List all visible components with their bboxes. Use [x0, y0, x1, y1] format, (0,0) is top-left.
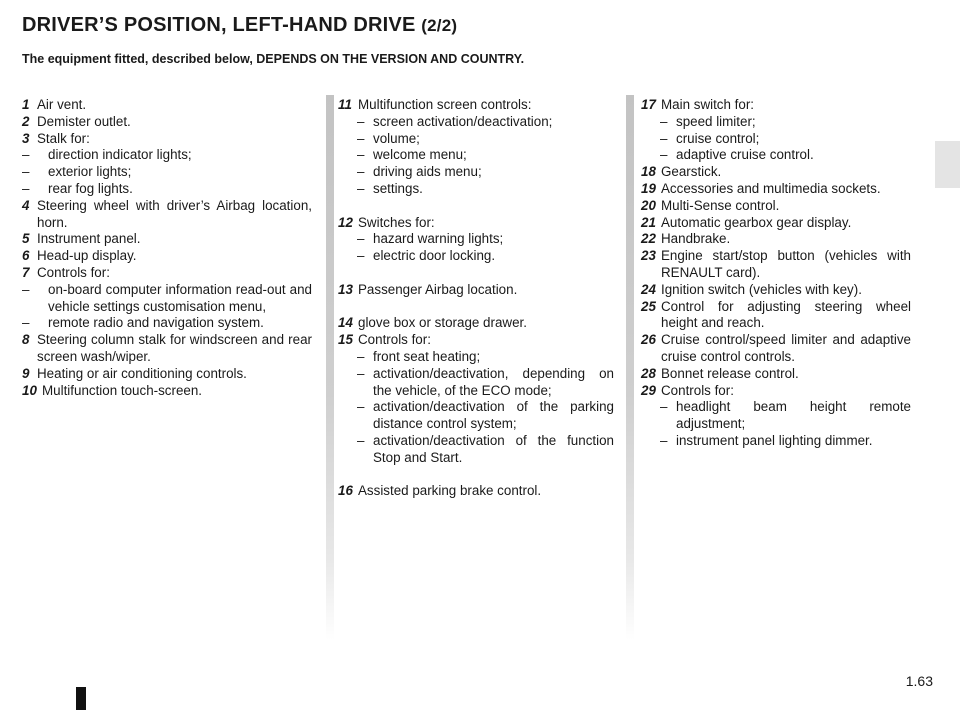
legend-item-24 [641, 282, 911, 299]
legend-text: Controls for: [37, 264, 110, 280]
legend-text: Head-up display. [37, 248, 137, 264]
legend-number: 19 [641, 180, 656, 196]
legend-text: Main switch for: [661, 97, 755, 112]
legend-text: Steering wheel with driver’s Airbag location, horn. [37, 197, 312, 230]
dash-bullet: – [22, 315, 30, 331]
legend-subitem [656, 114, 911, 131]
legend-subitem-text: exterior lights; [48, 164, 132, 180]
legend-text: Ignition switch (vehicles with key). [661, 281, 862, 297]
legend-subitem-text: hazard warning lights; [373, 231, 504, 247]
column-divider-left [326, 95, 334, 640]
legend-text: Air vent. [37, 97, 87, 112]
legend-item-9 [22, 366, 312, 383]
legend-subitem [353, 181, 614, 198]
legend-number: 25 [641, 298, 656, 314]
dash-bullet: – [357, 113, 365, 129]
legend-item-6 [22, 248, 312, 265]
page-title-suffix: (2/2) [421, 16, 458, 35]
legend-number: 7 [22, 264, 30, 280]
legend-subitem-text: headlight beam height remote adjustment; [676, 399, 911, 432]
legend-text: Automatic gearbox gear display. [661, 214, 852, 230]
legend-number: 29 [641, 382, 656, 398]
legend-number: 15 [338, 332, 353, 348]
legend-subitem [22, 147, 312, 164]
legend-number: 18 [641, 164, 656, 180]
section-tab-marker [935, 141, 960, 188]
legend-item-13 [338, 282, 614, 299]
legend-number: 3 [22, 130, 30, 146]
dash-bullet: – [660, 113, 668, 129]
legend-subitem-text: rear fog lights. [48, 180, 133, 196]
legend-number: 14 [338, 315, 353, 331]
legend-item-14 [338, 315, 614, 332]
legend-item-12 [338, 215, 614, 265]
legend-item-4 [22, 198, 312, 232]
legend-subitem-text: electric door locking. [373, 248, 496, 264]
dash-bullet: – [357, 180, 365, 196]
legend-item-28 [641, 366, 911, 383]
legend-subitem [353, 248, 614, 265]
legend-number: 4 [22, 197, 30, 213]
legend-number: 12 [338, 214, 353, 230]
legend-subitem [22, 181, 312, 198]
legend-item-8 [22, 332, 312, 366]
legend-text: Control for adjusting steering wheel height and reach. [661, 298, 911, 331]
dash-bullet: – [357, 231, 365, 247]
legend-number: 10 [22, 382, 37, 398]
dash-bullet: – [660, 399, 668, 415]
legend-number: 8 [22, 332, 30, 348]
legend-text: Heating or air conditioning controls. [37, 365, 247, 381]
legend-subitem-text: cruise control; [676, 130, 760, 146]
dash-bullet: – [22, 281, 30, 297]
legend-text: Handbrake. [661, 231, 731, 247]
legend-item-21 [641, 215, 911, 232]
legend-subitem-text: speed limiter; [676, 113, 756, 129]
legend-item-11 [338, 97, 614, 198]
dash-bullet: – [357, 432, 365, 448]
legend-subitem-text: activation/deactivation of the function Stop and Start. [373, 432, 614, 465]
legend-text: Engine start/stop button (vehicles with RENAULT card). [661, 248, 911, 280]
legend-text: Passenger Airbag location. [358, 281, 518, 297]
legend-subitem [353, 114, 614, 131]
legend-number: 2 [22, 113, 30, 129]
legend-subitem-text: instrument panel lighting dimmer. [676, 432, 873, 448]
legend-item-15 [338, 332, 614, 466]
dash-bullet: – [357, 365, 365, 381]
legend-text: Demister outlet. [37, 113, 131, 129]
legend-number: 21 [641, 214, 656, 230]
legend-item-5 [22, 231, 312, 248]
legend-subitem [353, 366, 614, 400]
legend-subitem-text: front seat heating; [373, 348, 481, 364]
page-title [22, 14, 457, 37]
dash-bullet: – [357, 147, 365, 163]
legend-subitem [656, 399, 911, 433]
column-left [22, 97, 312, 399]
legend-item-16 [338, 483, 614, 500]
legend-subitem-text: welcome menu; [373, 147, 467, 163]
legend-subitem [22, 315, 312, 332]
legend-subitem [353, 147, 614, 164]
legend-text: Steering column stalk for windscreen and rear screen wash/wiper. [37, 332, 312, 364]
legend-subitem [656, 147, 911, 164]
legend-subitem-text: screen activation/deactivation; [373, 113, 553, 129]
legend-text: Controls for: [661, 382, 734, 398]
legend-text: Multifunction screen controls: [358, 97, 532, 112]
legend-subitem [22, 282, 312, 316]
dash-bullet: – [660, 130, 668, 146]
dash-bullet: – [660, 147, 668, 163]
page-subtitle: The equipment fitted, described below, DEPENDS ON THE VERSION AND COUNTRY. [22, 52, 525, 66]
legend-text: Instrument panel. [37, 231, 141, 247]
legend-subitem-text: adaptive cruise control. [676, 147, 814, 163]
dash-bullet: – [22, 147, 30, 163]
legend-number: 28 [641, 365, 656, 381]
legend-text: Controls for: [358, 332, 431, 348]
legend-subitem [353, 433, 614, 467]
legend-subitem [353, 231, 614, 248]
legend-subitem-text: remote radio and navigation system. [48, 315, 264, 331]
legend-item-23 [641, 248, 911, 282]
legend-item-17 [641, 97, 911, 164]
legend-text: Multifunction touch-screen. [42, 382, 203, 398]
column-middle [338, 97, 614, 500]
legend-subitem [656, 131, 911, 148]
dash-bullet: – [22, 180, 30, 196]
legend-item-2 [22, 114, 312, 131]
legend-subitem-text: activation/deactivation, depending on the vehicle, of the ECO mode; [373, 365, 614, 398]
legend-subitem-text: volume; [373, 130, 420, 146]
legend-text: Multi-Sense control. [661, 197, 780, 213]
legend-number: 24 [641, 281, 656, 297]
page-title-text: DRIVER’S POSITION, LEFT-HAND DRIVE [22, 14, 416, 36]
legend-number: 5 [22, 231, 30, 247]
legend-subitem [22, 164, 312, 181]
legend-text: glove box or storage drawer. [358, 315, 527, 331]
dash-bullet: – [357, 130, 365, 146]
dash-bullet: – [357, 164, 365, 180]
legend-subitem-text: direction indicator lights; [48, 147, 192, 163]
legend-subitem [656, 433, 911, 450]
dash-bullet: – [357, 399, 365, 415]
legend-text: Switches for: [358, 214, 435, 230]
legend-subitem-text: activation/deactivation of the parking distance control system; [373, 399, 614, 432]
legend-text: Accessories and multimedia sockets. [661, 180, 881, 196]
legend-number: 11 [338, 97, 352, 112]
column-divider-right [626, 95, 634, 640]
legend-number: 16 [338, 483, 353, 499]
legend-item-10 [22, 383, 312, 400]
dash-bullet: – [22, 164, 30, 180]
legend-number: 9 [22, 365, 30, 381]
column-right [641, 97, 911, 450]
legend-text: Assisted parking brake control. [358, 483, 542, 499]
legend-text: Gearstick. [661, 164, 722, 180]
legend-item-19 [641, 181, 911, 198]
legend-item-3 [22, 131, 312, 198]
legend-number: 20 [641, 197, 656, 213]
legend-subitem [353, 399, 614, 433]
legend-subitem [353, 131, 614, 148]
legend-number: 13 [338, 281, 353, 297]
legend-item-29 [641, 383, 911, 450]
print-crop-mark [76, 687, 86, 710]
legend-number: 22 [641, 231, 656, 247]
legend-item-18 [641, 164, 911, 181]
legend-item-7 [22, 265, 312, 332]
legend-text: Cruise control/speed limiter and adaptive cruise control controls. [661, 332, 911, 364]
legend-item-1 [22, 97, 312, 114]
legend-text: Bonnet release control. [661, 365, 799, 381]
legend-subitem-text: settings. [373, 180, 423, 196]
page-number: 1.63 [905, 673, 933, 689]
legend-number: 1 [22, 97, 30, 112]
legend-subitem-text: driving aids menu; [373, 164, 482, 180]
dash-bullet: – [357, 348, 365, 364]
dash-bullet: – [357, 248, 365, 264]
legend-number: 23 [641, 248, 656, 264]
legend-subitem [353, 164, 614, 181]
legend-item-20 [641, 198, 911, 215]
legend-number: 17 [641, 97, 656, 112]
legend-item-25 [641, 299, 911, 333]
legend-text: Stalk for: [37, 130, 90, 146]
legend-item-22 [641, 231, 911, 248]
legend-number: 6 [22, 248, 30, 264]
legend-subitem-text: on-board computer information read-out and vehicle settings customisation menu, [48, 281, 312, 314]
dash-bullet: – [660, 432, 668, 448]
legend-subitem [353, 349, 614, 366]
legend-item-26 [641, 332, 911, 366]
legend-number: 26 [641, 332, 656, 348]
